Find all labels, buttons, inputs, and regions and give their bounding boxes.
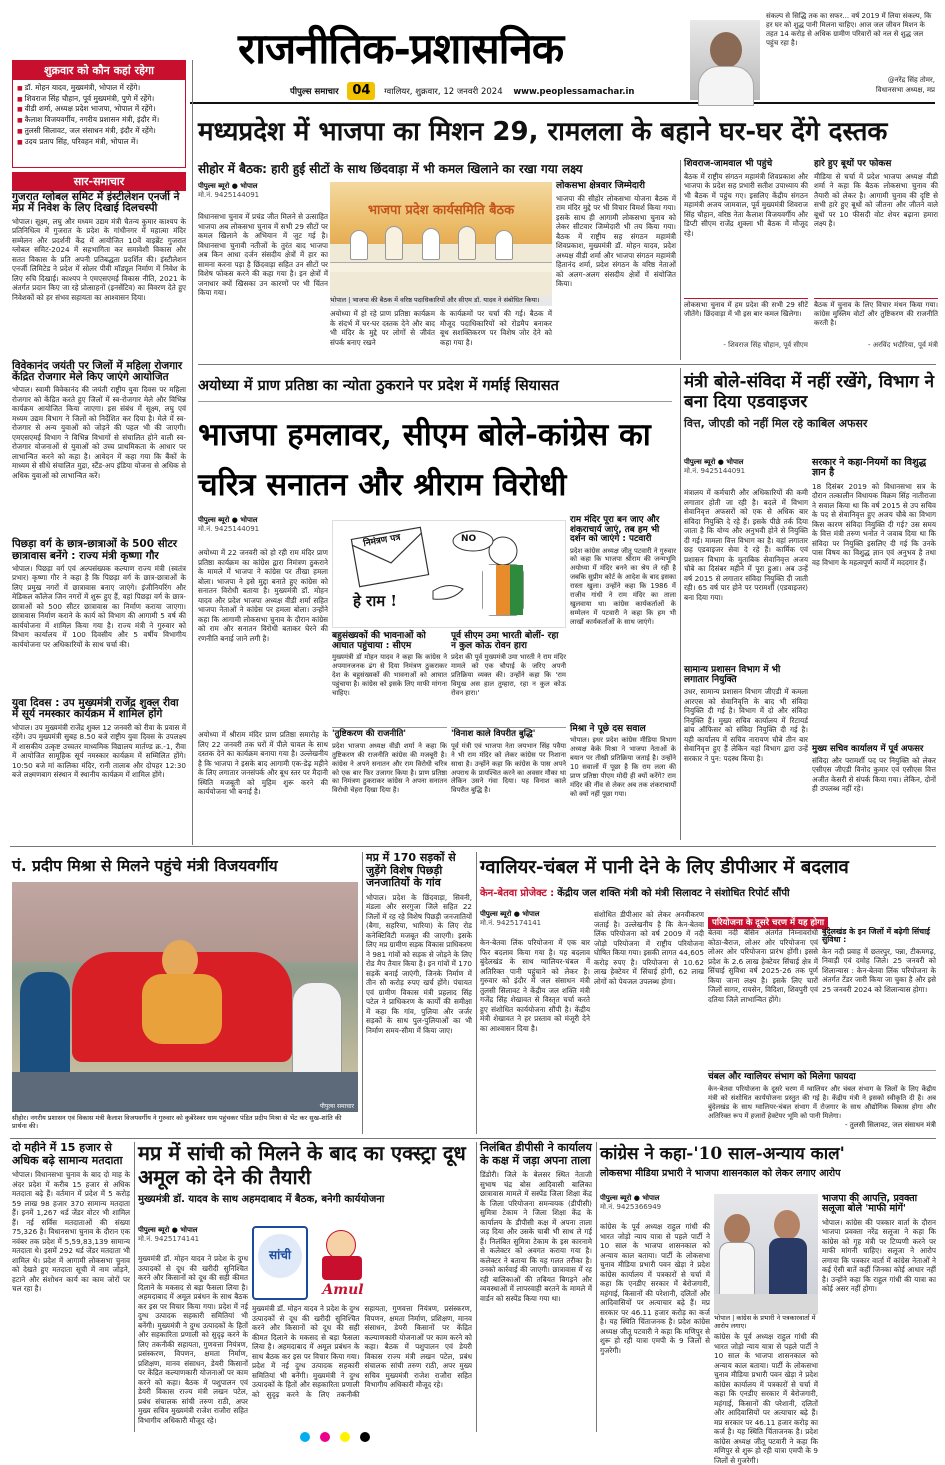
ken-headline: ग्वालियर-चंबल में पानी देने के लिए डीपीआर में बदलाव bbox=[480, 857, 849, 878]
side-body: मुख्यमंत्री डॉ मोहन यादव ने कहा कि कांग्रेस ने अपमानजनक ढंग से दिया निमंत्रण ठुकराकर देश के बहुसंख्यकों की भावनाओं को आघात पहुंचाया है। कांग्रेस को इसके लिए माफी मांगना चाहिए। bbox=[332, 653, 447, 698]
samvida-byline-block bbox=[684, 458, 794, 486]
chambal-body: केन-बेतवा परियोजना के दूसरे चरण में ग्वालियर और चंबल संभाग के जिलों के लिए केंद्रीय मंत्री को संशोधित कार्ययोजना प्रस्तुत की गई है। केंद्रीय मंत्री ने इसको स्वीकृति दी है। अब बुंदेलखंड के साथ ग्वालियर-चंबल संभाग में रोजगार के साथ औद्योगिक विकास होगा और अतिरिक्त रूप में हजारों हेक्टेयर भूमि को पानी मिलेगा। bbox=[708, 1084, 936, 1120]
tomar-photo bbox=[690, 20, 760, 100]
roads-headline: मप्र में 170 सड़कों से जुड़ेंगे विशेष पिछड़ी जनजातियों के गांव bbox=[366, 851, 456, 890]
amul-logo bbox=[312, 1226, 374, 1300]
lead-col-3 bbox=[440, 309, 552, 357]
mishra-photo bbox=[12, 882, 358, 1112]
quote-box bbox=[690, 10, 935, 100]
chambal-attribution: - तुलसी सिलावट, जल संसाधन मंत्री bbox=[845, 1120, 936, 1129]
section-rule bbox=[10, 1138, 936, 1139]
congress-col-1 bbox=[600, 1222, 710, 1432]
column-rule bbox=[362, 852, 363, 1134]
ayodhya-kicker-block bbox=[198, 372, 672, 402]
column-rule bbox=[192, 60, 193, 845]
patwari-side-story bbox=[570, 516, 676, 840]
chambal-box bbox=[708, 1070, 936, 1134]
ken-col-2 bbox=[594, 910, 704, 1134]
lead-sidehead: लोकसभा क्षेत्रवार जिम्मेदारी bbox=[556, 181, 645, 191]
ken-body: केन-बेतवा लिंक परियोजना में एक बार फिर बदलाव किया गया है। यह बदलाव बुंदेलखंड के साथ ग्वालियर-चंबल में अतिरिक्त पानी पहुंचाने को लेकर है। गुरुवार को इंदौर में जल संसाधन मंत्री तुलसी सिलावट ने केंद्रीय जल शक्ति मंत्री गजेंद्र सिंह शेखावत से विस्तृत चर्चा करते हुए संशोधित कार्ययोजना सौंपी है। केंद्रीय मंत्री शेखावत ने हर प्रस्ताव को मंजूरी देने का आश्वासन दिया है। bbox=[480, 938, 590, 1033]
samvida-sub3: मुख्य सचिव कार्यालय में पूर्व अफसर bbox=[812, 743, 924, 754]
schedule-box bbox=[12, 60, 186, 168]
side-body: प्रदेश की पूर्व मुख्यमंत्री उमा भारती ने राम मंदिर मामले को एक चौपाई के जरिए अपनी प्रतिक्रिया व्यक्त की। उन्होंने कहा कि 'राम विमुख अस हाल तुम्हारा, रहा न कुल कोऊ रोवन हारा।' bbox=[451, 653, 566, 698]
ayodhya-body: अयोध्या में श्रीराम मंदिर प्राण प्रतिष्ठा समारोह के लिए 22 जनवरी तक घरों में पीले चावल के साथ दस्तक देने का कार्यक्रम बनाया गया है। उल्लेखनीय है कि भाजपा ने इसके बाद आगामी एक-डेढ़ महीने के लिए लगातार जनसंपर्क और बूथ स्तर पर मैदानी स्थिति मजबूती को मुहिम शुरू करने की कार्ययोजना भी बनाई है। bbox=[198, 730, 328, 796]
ken-subhead-block bbox=[480, 886, 936, 902]
ayodhya-headline: भाजपा हमलावर, सीएम बोले-कांग्रेस का चरित्र सनातन और श्रीराम विरोधी bbox=[198, 417, 651, 503]
saluja-heading: भाजपा की आपत्ति, प्रवक्ता सलूजा बोले 'माफी मांगें' bbox=[822, 1193, 918, 1215]
box-heading: हारे हुए बूथों पर फोकस bbox=[814, 159, 892, 169]
ayodhya-mobile: मो.नं. 9425144091 bbox=[198, 525, 260, 533]
ken-body: संशोधित डीपीआर को लेकर अनवीकरण जताई है। उल्लेखनीय है कि केन-बेतवा लिंक परियोजना को वर्ष 2009 में नदी जोड़ो परियोजना में राष्ट्रीय परियोजना घोषित किया गया। इसकी लागत 44,605 करोड़ रुपए है। परियोजना से 10.62 लाख हेक्टेयर में सिंचाई होगी, 62 लाख लोगों को पेयजल उपलब्ध होगा। bbox=[594, 910, 704, 986]
dpc-headline: निलंबित डीपीसी ने कार्यालय के कक्ष में जड़ा अपना ताला bbox=[480, 1141, 592, 1167]
news-brief-heading: सार-समाचार bbox=[12, 172, 186, 191]
brief-body: भोपाल। स्वामी विवेकानंद की जयंती राष्ट्रीय युवा दिवस पर महिला रोजगार को केंद्रित करते हुए जिलों में स्व-रोजगार मेले और विभिन्न कार्यक्रम आयोजित किया जाएगा। इस संबंध में सूक्ष्म, लघु एवं मध्यम उद्यम विभाग ने जिलों को निर्देशित कर दिया है। मेले में स्व-रोजगार से अन्य युवाओं को जोड़ने की पहल भी की जाएगी। एमएसएमई विभाग ने विभिन्न विभागों से संचालित होने वाली स्व-रोजगार योजनाओं से युवाओं को उच्च प्राथमिकता के आधार पर लाभान्वित करने को कहा है। आवेदन में कहा गया कि बैंकों के माध्यम से सीधे संचालित मुद्रा, स्टैंड-अप इंडिया योजना से अधिक से अधिक युवाओं को लाभान्वित करें। bbox=[12, 385, 186, 480]
lead-headline: मध्यप्रदेश में भाजपा का मिशन 29, रामलला के बहाने घर-घर देंगे दस्तक bbox=[198, 117, 888, 147]
paper-name: पीपुल्स समाचार bbox=[290, 87, 339, 97]
congress-mobile: मो.नं. 9425366949 bbox=[600, 1203, 662, 1211]
shivraj-box bbox=[684, 160, 808, 300]
ken-mobile: मो.नं. 9425174141 bbox=[480, 919, 542, 927]
website-link[interactable]: www.peoplessamachar.in bbox=[513, 87, 635, 97]
chambal-heading: चंबल और ग्वालियर संभाग को मिलेगा फायदा bbox=[708, 1072, 856, 1082]
side-headline: बहुसंख्यकों की भावनाओं को आघात पहुंचाया : सीएम bbox=[332, 631, 426, 651]
samvida-headline: मंत्री बोले-संविदा में नहीं रखेंगे, विभाग ने बना दिया एडवाइजर bbox=[684, 372, 935, 413]
lead-byline: पीपुल्स ब्यूरो ● भोपाल bbox=[198, 182, 258, 190]
ayodhya-body: अयोध्या में 22 जनवरी को हो रही राम मंदिर प्राण प्रतिष्ठा कार्यक्रम का कांग्रेस द्वारा निमंत्रण ठुकराने के मामले में भाजपा ने कांग्रेस पर तीखा हमला बोला। भाजपा ने इसे मुद्दा बनाते हुए कांग्रेस को सनातन विरोधी बताया है। मुख्यमंत्री डॉ. मोहन यादव और प्रदेश भाजपा अध्यक्ष वीडी शर्मा सहित भाजपा नेताओं ने कांग्रेस पर हमला बोला। उन्होंने कहा कि आगामी लोकसभा चुनाव के दौरान कांग्रेस को राम और सनातन विरोधी बताकर घेरने की रणनीति बनाई जाने लगी है। bbox=[198, 548, 328, 643]
brief-body: भोपाल। पिछड़ा वर्ग एवं अल्पसंख्यक कल्याण राज्य मंत्री (स्वतंत्र प्रभार) कृष्णा गौर ने कहा है कि पिछड़ा वर्ग के छात्र-छात्राओं के लिए प्रमुख नगरों में छात्रावास बनाए जाएंगे। इंजीनियरिंग और मेडिकल कॉलेज जिन नगरों में शुरू हुए हैं, वहां पिछड़ा वर्ग के छात्र-छात्राओं को 500 सीटर छात्रावास का निर्माण कराया जाएगा। छात्रावास निर्माण कराने के कार्य को विभाग की आगामी 5 वर्ष की कार्ययोजना में शामिल किया गया है। राज्य मंत्री ने गुरुवार को विभाग कार्यालय में 100 दिवसीय और 5 वर्षीय विभागीय कार्ययोजना पर अधिकारियों के साथ चर्चा की। bbox=[12, 563, 186, 649]
samvida-body: संविदा और परामर्शी पद पर नियुक्ति को लेकर एसीएस जीएडी विनोद कुमार एवं एसीएस वित्त अजीत केसरी से संपर्क किया गया। लेकिन, दोनों ही उपलब्ध नहीं रहे। bbox=[812, 755, 936, 794]
saluja-body: भोपाल। कांग्रेस की पत्रकार वार्ता के दौरान भाजपा प्रवक्ता नरेंद्र सलूजा ने कहा कि कांग्रेस को गृह मंत्री पर टिप्पणी करने पर माफी मांगनी चाहिए। सलूजा ने आरोप लगाया कि पत्रकार वार्ता में कांग्रेस नेताओं ने कई ऐसी बातें कहीं जिनका कोई आधार नहीं है। उन्होंने कहा कि राहुल गांधी की यात्रा का कोई असर नहीं होगा। bbox=[822, 1217, 936, 1293]
lead-subhead-block bbox=[198, 158, 676, 180]
schedule-item: ■ शिवराज सिंह चौहान, पूर्व मुख्यमंत्री, पुणे में रहेंगे। bbox=[17, 94, 181, 105]
saluja-box bbox=[822, 1194, 936, 1432]
column-rule bbox=[596, 1142, 597, 1432]
ayodhya-headline-block bbox=[198, 410, 672, 516]
amul-mobile: मो.नं. 9425174141 bbox=[138, 1235, 200, 1243]
ken-body: केन नदी प्रवाह में छतरपुर, पन्ना, टीकमगढ़, निवाड़ी एवं दमोह जिले। 25 जनवरी को शिलान्यास : केन-बेतवा लिंक परियोजना के अंतर्गत टेंडर जारी किया जा चुका है और इसे 25 जनवरी 2024 को शिलान्यास होगा। bbox=[822, 946, 936, 994]
schedule-item: ■ तुलसी सिलावट, जल संसाधन मंत्री, इंदौर में रहेंगे। bbox=[17, 126, 181, 137]
lead-mobile: मो.नं. 9425144091 bbox=[198, 191, 260, 199]
ken-col-1 bbox=[480, 938, 590, 1134]
lead-body: विधानसभा चुनाव में प्रचंड जीत मिलने से उत्साहित भाजपा अब लोकसभा चुनाव में सभी 29 सीटों पर कमल खिलाने के अभियान में जुट गई है। विधानसभा चुनावी नतीजों के तुरंत बाद भाजपा अब किन आधा दर्जन संसदीय क्षेत्रों में हार का सामना करना पड़ा है छिंदवाड़ा सहित उन सीटों पर विशेष फोकस करने की कहा गया है। इन क्षेत्रों में जनाधार क्यों खिसका उन कारणों पर भी चिंतन किया गया। bbox=[198, 212, 328, 297]
ken-byline-block bbox=[480, 910, 590, 936]
lead-body: भाजपा की सीहोर लोकसभा योजना बैठक में राम मंदिर मुद्दे पर भी विचार विमर्श किया गया। इसके साथ ही आगामी लोकसभा चुनाव को लेकर सीटवार जिम्मेदारी भी तय किया गया। बैठक में राष्ट्रीय सह संगठन महामंत्री शिवप्रकाश, मुख्यमंत्री डॉ. मोहन यादव, प्रदेश अध्यक्ष वीडी शर्मा और भाजपा संगठन महामंत्री हितानंद शर्मा, प्रदेश संगठन के वरिष्ठ नेताओं को अलग-अलग संसदीय क्षेत्रों में संयोजित किया। bbox=[556, 193, 676, 289]
amul-headline: मप्र में सांची को मिलने के बाद का एक्स्ट्रा दूध अमूल को देने की तैयारी bbox=[138, 1141, 466, 1189]
samvida-body: मंत्रालय में कर्मचारी और अधिकारियों की कमी लगातार होती जा रही है। बदले में विभाग सेवानिवृत्त अफसरों को एक से अधिक बार संविदा नियुक्ति दे रहे हैं। इसके पीछे तर्क दिया जाता है कि योग्य और अनुभवी होने से नियुक्ति दी गई। मामला वित्त विभाग का है। वहां लगातार छह एडवाइजर सेवा दे रहे हैं। कार्मिक एवं प्रशासन विभाग के मुताबिक सेवानिवृत्त अजय चौबे का दिसंबर महीने में पूरा हुआ। अब उन्हें वर्ष 2015 से लगातार संविदा नियुक्ति दी जाती रही। 65 वर्ष पार होने पर परामर्शी (एडवाइजर) बना दिया गया। bbox=[684, 488, 808, 602]
schedule-item: ■ वीडी शर्मा, अध्यक्ष प्रदेश भाजपा, भोपाल में रहेंगे। bbox=[17, 104, 181, 115]
ken-phase-head bbox=[708, 910, 936, 926]
congress-byline-block bbox=[600, 1194, 710, 1220]
masthead-title-block bbox=[238, 24, 604, 82]
amul-byline-block bbox=[138, 1226, 248, 1252]
congress-col-2 bbox=[714, 1332, 818, 1465]
ayodhya-kicker: अयोध्या में प्राण प्रतिष्ठा का न्योता ठुकराने पर प्रदेश में गर्माई सियासत bbox=[198, 378, 559, 394]
cartoon bbox=[332, 520, 566, 628]
column-rule bbox=[134, 1142, 135, 1432]
amul-col-1 bbox=[138, 1254, 248, 1432]
amul-col-2 bbox=[252, 1304, 472, 1432]
samvida-col-2 bbox=[812, 458, 936, 840]
ken-kicker: केन-बेतवा प्रोजेक्ट : bbox=[480, 888, 555, 899]
brief-headline: विवेकानंद जयंती पर जिलों में महिला रोजगार केंद्रित रोजगार मेले किए जाएंगे आयोजित bbox=[12, 359, 183, 383]
photo-credit: पीपुल्स समाचार bbox=[319, 1103, 354, 1110]
side-body: भोपाल। इधर प्रदेश कांग्रेस मीडिया विभाग अध्यक्ष केके मिश्रा ने भाजपा नेताओं के बयान पर तीखी प्रतिक्रिया जताई है। उन्होंने 10 सवालों में पूछा है कि राम लला की प्राण प्रतिष्ठा पीएम मोदी ही क्यों करेंगे? राम मंदिर की नींव से लेकर अब तक शंकराचार्यों को क्यों नहीं पूछा गया। bbox=[570, 736, 676, 799]
amul-body: मुख्यमंत्री डॉ. मोहन यादव ने प्रदेश के दुग्ध उत्पादकों से दूध की खरीदी सुनिश्चित करने और किसानों को दूध की सही कीमत दिलाने के मकसद से बड़ा फैसला लिया है। अहमदाबाद में अमूल प्रबंधन के साथ बैठक कर इस पर विचार किया गया। प्रदेश में नई दुग्ध उत्पादक सहकारी समितियां भी बनेंगी। मुख्यमंत्री ने दुग्ध उत्पादकों के हितों और सहकारिता प्रणाली को सुदृढ़ करने के लिए तकनीकी सहायता, गुणवत्ता नियंत्रण, प्रसंस्करण, विपणन, क्षमता निर्माण, प्रशिक्षण, मानव संसाधन, डेयरी किसानों पर केंद्रित कल्याणकारी योजनाओं पर काम करने को कहा। बैठक में पशुपालन एवं डेयरी विकास राज्य मंत्री लखन पटेल, प्रबंध संचालक सांची तरुण राठी, अपर मुख्य सचिव मुख्यमंत्री राजेश राजौरा सहित विभागीय अधिकारी मौजूद रहे। bbox=[252, 1304, 472, 1399]
masthead-rule bbox=[190, 102, 935, 104]
schedule-heading: शुक्रवार को कौन कहां रहेगा bbox=[13, 61, 185, 80]
uma-side-story bbox=[451, 632, 566, 840]
dpc-body: डिंडोरी। जिले के बेलसर स्थित नेताजी सुभाष चंद्र बोस आदिवासी बालिका छात्रावास मामले में सस्पेंड जिला शिक्षा केंद्र के जिला परियोजना समन्वयक (डीपीसी) सुमित्रा टेकाम ने जिला शिक्षा केंद्र के कार्यालय के डीपीसी कक्ष में अपना ताला जड़ दिया और उसके चाबी भी साथ ले गई हैं। निलंबित सुमित्रा टेकाम के इस कारनामे से कलेक्टर को अवगत कराया गया है। कलेक्टर ने बताया कि यह गलत तरीका है। उनको कार्रवाई की जाएगी। छात्रावास में रह रही बालिकाओं की तबियत बिगड़ने और व्यवस्थाओं में लापरवाही बरतने के मामले में वार्डन को सस्पेंड किया गया था। bbox=[480, 1170, 592, 1303]
column-rule bbox=[476, 852, 477, 1134]
ken-col-3 bbox=[708, 928, 818, 1068]
schedule-item: ■ कैलाश विजयवर्गीय, नगरीय प्रशासन मंत्री, इंदौर में। bbox=[17, 115, 181, 126]
brief-headline: पिछड़ा वर्ग के छात्र-छात्राओं के 500 सीटर छात्रावास बनेंगे : राज्य मंत्री कृष्णा गौर bbox=[12, 538, 178, 562]
voters-body: भोपाल। विधानसभा चुनाव के बाद दो माह के अंदर प्रदेश में करीब 15 हजार से अधिक मतदाता बढ़े हैं। वर्तमान में प्रदेश में 5 करोड़ 59 लाख 98 हजार 370 सामान्य मतदाता हैं। इनमें 1,267 थर्ड जेंडर वोटर भी शामिल हैं। नई सर्विस मतदाताओं की संख्या 75,326 है। विधानसभा चुनाव के दौरान एक नवंबर तक प्रदेश में 5,59,83,139 सामान्य मतदाता थे। इसमें 292 थर्ड जेंडर मतदाता भी शामिल थे। प्रदेश में आगामी लोकसभा चुनाव को देखते हुए मतदाता सूची में नाम जोड़ने, हटाने और संशोधन कार्य का काम जोरों पर चल रहा है। bbox=[12, 1170, 130, 1294]
brief-body: भोपाल। सूक्ष्म, लघु और मध्यम उद्यम मंत्री चैतन्य कुमार काश्यप के प्रतिनिधित्व में गुजरात के प्रदेश के गांधीनगर में महात्मा मंदिर सम्मेलन और प्रदर्शनी केंद्र में आयोजित 10वें वाइब्रेंट गुजरात ग्लोबल समिट-2024 में सहभागिता कर समावेशी विकास और सतत विकास के प्रति अपनी प्रतिबद्धता प्रदर्शित की। इंस्टीलेशन एनर्जी लिमिटेड ने प्रदेश में सोलर पीवी मॉड्यूल निर्माण में निवेश के लिए रुचि दिखाई। काश्यप ने एमएसएमई विकास नीति, 2021 के अंतर्गत प्रदान किए जा रहे प्रोत्साहनों (इनसेंटिव) का विवरण देते हुए निवेशकों को हर संभव सहायता का आश्वासन दिया। bbox=[12, 216, 186, 302]
shivraj-quote bbox=[684, 298, 808, 360]
lead-headline-block bbox=[198, 110, 936, 154]
side-body: प्रदेश भाजपा अध्यक्ष वीडी शर्मा ने कहा कि तुष्टिकरण की राजनीति कांग्रेस की मजबूरी है। कांग्रेस ने अपने सनातन और राम विरोधी चरित्र को एक बार फिर उजागर किया है। प्राण प्रतिष्ठा का निमंत्रण ठुकराकर कांग्रेस ने अपना सनातन विरोधी चेहरा दिखा दिया है। bbox=[332, 741, 447, 795]
quote-author: @नरेंद्र सिंह तोमर, bbox=[887, 76, 935, 84]
quote-attribution: - शिवराज सिंह चौहान, पूर्व सीएम bbox=[723, 341, 808, 349]
lead-body: अयोध्या में हो रहे प्राण प्रतिष्ठा कार्यक्रम के संदर्भ में घर-घर दस्तक देने और बाद भी मंदिर के मुद्दे पर लोगों से जीवंत संपर्क बनाए रखने bbox=[330, 309, 435, 347]
samvida-byline: पीपुल्स ब्यूरो ● भोपाल bbox=[684, 458, 744, 466]
side-headline: राम मंदिर पूरा बन जाए और शंकराचार्य जाएं, तब हम भी दर्शन को जाएंगे : पटवारी bbox=[570, 515, 660, 544]
voters-story bbox=[12, 1142, 130, 1432]
brief-headline: युवा दिवस : उप मुख्यमंत्री राजेंद्र शुक्ल रीवा में सूर्य नमस्कार कार्यक्रम में शामिल होंगे bbox=[12, 696, 179, 721]
bhadauria-quote bbox=[814, 298, 938, 360]
schedule-item: ■ उदय प्रताप सिंह, परिवहन मंत्री, भोपाल में। bbox=[17, 137, 181, 148]
mishra-headline-block bbox=[12, 852, 354, 880]
amul-headline-block bbox=[138, 1142, 472, 1212]
cm-side-story bbox=[332, 632, 447, 840]
quote-author-title: विधानसभा अध्यक्ष, मप्र bbox=[875, 86, 935, 94]
box-body: बैठक में राष्ट्रीय संगठन महामंत्री शिवप्रकाश और भाजपा के प्रदेश सह प्रभारी सतीश उपाध्याय की भी बैठक में पहुंच गए। इसलिए केंद्रीय संगठन महामंत्री अजय जामवाल, पूर्व मुख्यमंत्री शिवराज सिंह चौहान, वरिष्ठ नेता कैलाश विजयवर्गीय और डिप्टी सीएम राजेंद्र शुक्ला भी बैठक में मौजूद रहे। bbox=[684, 171, 808, 238]
registration-mark bbox=[320, 1432, 330, 1442]
page-number: 04 bbox=[347, 82, 375, 100]
box-heading: शिवराज-जामवाल भी पहुंचे bbox=[684, 159, 773, 169]
quote-text: संकल्प से सिद्धि तक का सफर... वर्ष 2019 में लिया संकल्प, कि हर घर को शुद्ध पानी मिलना चाहिए। आज जल जीवन मिशन के तहत 14 करोड़ से अधिक ग्रामीण परिवारों को नल से शुद्ध जल पहुंच रहा है। bbox=[766, 12, 932, 48]
congress-photo bbox=[714, 1194, 818, 1314]
side-body: पूर्व मंत्री एवं भाजपा नेता जयभान सिंह पवैया ने भी राम मंदिर को लेकर कांग्रेस पर निशाना साधा है। उन्होंने कहा कि कांग्रेस के पास अपने अपराध के प्रायश्चित करने का अवसर मौका था लेकिन उसने गंवा दिया। यह विनाश काले विपरीत बुद्धि है। bbox=[451, 741, 566, 795]
quote-body: लोकसभा चुनाव में हम प्रदेश की सभी 29 सीटें जीतेंगे। छिंदवाड़ा में भी इस बार कमल खिलेगा। bbox=[684, 301, 808, 319]
column-rule bbox=[476, 1142, 477, 1432]
samvida-body: 18 दिसंबर 2019 को विधानसभा सत्र के दौरान तत्कालीन विधायक विक्रम सिंह नातीराजा ने सवाल किया था कि वर्ष 2015 से उप सचिव के पद से सेवानिवृत्त हुए अजय चौबे का विभाग किस कारण संविदा नियुक्ति दी गई? उस समय के वित्त मंत्री तरुण भनोत ने जवाब दिया था कि संविदा पर नियुक्ति इसलिए दी गई कि उनके पास विषय का विशुद्ध ज्ञान एवं अनुभव है तथा वह विभाग के महत्वपूर्ण कार्यों में मददगार हैं। bbox=[812, 481, 936, 567]
amul-subhead: मुख्यमंत्री डॉ. यादव के साथ अहमदाबाद में बैठक, बनेगी कार्ययोजना bbox=[138, 1194, 385, 1206]
congress-body: कांग्रेस के पूर्व अध्यक्ष राहुल गांधी की भारत जोड़ो न्याय यात्रा से पहले पार्टी ने 10 साल के भाजपा शासनकाल को अन्याय काल बताया। पार्टी के लोकसभा चुनाव मीडिया प्रभारी पवन खेड़ा ने प्रदेश कांग्रेस कार्यालय में पत्रकारों से चर्चा में कहा कि एनडीए सरकार में बेरोजगारी, महंगाई, किसानों की परेशानी, दलितों और आदिवासियों पर अत्याचार बढ़े हैं। मप्र सरकार पर 46.11 हजार करोड़ का कर्ज है। यह स्थिति चिंताजनक है। प्रदेश कांग्रेस अध्यक्ष जीतू पटवारी ने कहा कि मणिपुर से शुरू हो रही यात्रा एमपी के 9 जिलों से गुजरेगी। bbox=[600, 1222, 710, 1355]
registration-mark bbox=[340, 1432, 350, 1442]
registration-mark bbox=[300, 1432, 310, 1442]
bjp-meeting-photo bbox=[330, 182, 552, 306]
dpc-story bbox=[480, 1142, 592, 1432]
registration-mark bbox=[360, 1432, 370, 1442]
quote-body: बैठक में चुनाव के लिए विचार मंथन किया गया। कांग्रेस मुस्लिम वोटों और तुष्टिकरण की राजनीति करती है। bbox=[814, 301, 938, 328]
lead-col-2 bbox=[330, 309, 435, 357]
brief-body: भोपाल। उप मुख्यमंत्री राजेंद्र शुक्ल 12 जनवरी को रीवा के प्रवास में रहेंगे। उप मुख्यमंत्री सुबह 8.50 बजे राष्ट्रीय युवा दिवस के उपलक्ष्य में शासकीय उत्कृष्ट उच्चतर माध्यमिक विद्यालय मार्तण्ड क्र.-1, रीवा में आयोजित सामूहिक सूर्य नमस्कार कार्यक्रम में सम्मिलित होंगे। 10:50 बजे मां कालिका मंदिर, रानी तालाब और दोपहर 12:30 बजे लक्ष्मणबाग संस्थान में स्थानीय कार्यक्रम में शामिल होंगे। bbox=[12, 722, 186, 780]
ken-headline-block bbox=[480, 852, 936, 884]
left-briefs bbox=[12, 192, 186, 842]
quote-attribution: - अरविंद भदौरिया, पूर्व मंत्री bbox=[867, 341, 938, 349]
mishra-headline: पं. प्रदीप मिश्रा से मिलने पहुंचे मंत्री विजयवर्गीय bbox=[12, 857, 278, 875]
congress-body: कांग्रेस के पूर्व अध्यक्ष राहुल गांधी की भारत जोड़ो न्याय यात्रा से पहले पार्टी ने 10 साल के भाजपा शासनकाल को अन्याय काल बताया। पार्टी के लोकसभा चुनाव मीडिया प्रभारी पवन खेड़ा ने प्रदेश कांग्रेस कार्यालय में पत्रकारों से चर्चा में कहा कि एनडीए सरकार में बेरोजगारी, महंगाई, किसानों की परेशानी, दलितों और आदिवासियों पर अत्याचार बढ़े हैं। मप्र सरकार पर 46.11 हजार करोड़ का कर्ज है। यह स्थिति चिंताजनक है। प्रदेश कांग्रेस अध्यक्ष जीतू पटवारी ने कहा कि मणिपुर से शुरू हो रही यात्रा एमपी के 9 जिलों से गुजरेगी। bbox=[714, 1332, 818, 1465]
news-brief-header bbox=[12, 172, 186, 190]
ken-byline: पीपुल्स ब्यूरो ● भोपाल bbox=[480, 910, 540, 918]
congress-byline: पीपुल्स ब्यूरो ● भोपाल bbox=[600, 1194, 660, 1202]
section-title: राजनीतिक-प्रशासनिक bbox=[238, 24, 564, 73]
brief-headline: गुजरात ग्लोबल समिट में इंस्टीलेशन एनर्जी ने मप्र में निवेश के लिए दिखाई दिलचस्पी bbox=[12, 191, 180, 215]
congress-headline: कांग्रेस ने कहा-'10 साल-अन्याय काल' bbox=[600, 1144, 845, 1164]
amul-text: Amul bbox=[322, 1282, 364, 1298]
side-headline: 'विनाश काले विपरीत बुद्धि' bbox=[451, 727, 566, 739]
roads-story bbox=[366, 852, 472, 1134]
ayodhya-byline-block bbox=[198, 516, 308, 546]
schedule-item: ■ डॉ. मोहन यादव, मुख्यमंत्री, भोपाल में रहेंगे। bbox=[17, 83, 181, 94]
side-headline: पूर्व सीएम उमा भारती बोलीं- रहा न कुल कोऊ रोवन हारा bbox=[451, 631, 559, 651]
ayodhya-col-1 bbox=[198, 548, 328, 838]
congress-headline-block bbox=[600, 1142, 936, 1188]
congress-photo-caption: भोपाल | कांग्रेस के प्रभारी ने पत्रकारवार्ता में आरोप लगाए। bbox=[714, 1314, 818, 1330]
samvida-body: उधर, सामान्य प्रशासन विभाग जीएडी में कमला आरएस को सेवानिवृत्ति के बाद भी संविदा नियुक्ति दी गई है। विभाग में दो और संविदा नियुक्ति हैं। मुख्य सचिव कार्यालय में रिटायर्ड ब्रांच ऑफिसर को संविदा नियुक्ति दी गई है। यही कार्यालय में सचिव नारायण चौबे तीन बार सेवानिवृत्त हुए हैं लेकिन यहां विभाग द्वारा उन्हें सरकार ने पुन: पदस्थ किया है। bbox=[684, 687, 808, 763]
side-body: प्रदेश कांग्रेस अध्यक्ष जीतू पटवारी ने गुरुवार को कहा कि भाजपा श्रीराम की जन्मभूमि अयोध्या में मंदिर बनने का श्रेय ले रही है जबकि सुप्रीम कोर्ट के आदेश के बाद इसका रास्ता खुला। उन्होंने कहा कि 1986 में राजीव गांधी ने राम मंदिर का ताला खुलवाया था। कांग्रेस कार्यकर्ताओं के सम्मेलन में पटवारी ने कहा कि हम भी लाखों कार्यकर्ताओं के साथ जाएंगे। bbox=[570, 546, 676, 627]
cartoon-speech: हे राम ! bbox=[353, 592, 397, 610]
ken-box-heading: बुंदेलखंड के इन जिलों में बढ़ेगी सिंचाई सुविधा : bbox=[822, 927, 930, 945]
lead-col-4 bbox=[556, 182, 676, 358]
box-body: मीडिया से चर्चा में प्रदेश भाजपा अध्यक्ष वीडी शर्मा ने कहा कि बैठक लोकसभा चुनाव की तैयारी को लेकर है। आगामी चुनाव की दृष्टि से सभी हारे हुए बूथों को जीतना और जीतने वाले बूथों पर 10 फीसदी वोट शेयर बढ़ाना हमारा लक्ष्य है। bbox=[814, 171, 938, 229]
samvida-sub2: सामान्य प्रशासन विभाग में भी लगातार नियुक्ति bbox=[684, 665, 781, 685]
column-rule bbox=[680, 368, 681, 840]
ken-body: बेतवा नदी बेसिन अंतर्गत निम्नावरोधी कोठा-बैराज, लोअर ओर परियोजना एवं लोअर ओर परियोजना प्रारंभ होंगी। इससे प्रदेश के 2.6 लाख हेक्टेयर सिंचाई क्षेत्र में सिंचाई सुविधा वर्ष 2025-26 तक पूर्ण किया जाना लक्ष्य है। इसके लिए चारों जिलों सागर, रायसेन, विदिशा, शिवपुरी एवं दतिया जिले लाभान्वित होंगे। bbox=[708, 928, 818, 1004]
cartoon-sign: NO bbox=[461, 534, 477, 544]
ken-sub2: परियोजना के दूसरे चरण में यह होगा bbox=[708, 917, 828, 929]
ayodhya-byline: पीपुल्स ब्यूरो ● भोपाल bbox=[198, 516, 258, 524]
side-headline: मिश्रा ने पूछे दस सवाल bbox=[570, 723, 646, 734]
column-rule bbox=[680, 160, 681, 360]
dateline: ग्वालियर, शुक्रवार, 12 जनवरी 2024 bbox=[384, 87, 503, 97]
dateline-bar bbox=[290, 82, 680, 100]
lead-body: के कार्यक्रमों पर चर्चा की गई। बैठक में मौजूद पदाधिकारियों को रोडमैप बनाकर बूथ सशक्तिकरण पर विशेष जोर देने को कहा गया है। bbox=[440, 309, 552, 347]
samvida-headline-block bbox=[684, 372, 936, 450]
section-rule bbox=[198, 364, 936, 365]
congress-subhead: लोकसभा मीडिया प्रभारी ने भाजपा शासनकाल को लेकर लगाए आरोप bbox=[600, 1168, 841, 1179]
roads-body: भोपाल। प्रदेश के छिंदवाड़ा, सिवनी, मंडला और सरगुजा जिले सहित 22 जिलों में रह रहे विशेष पिछड़ी जनजातियों (बैगा, सहरिया, भारिया) के लिए रोड कनेक्टिविटी मजबूत की जाएगी। इसके लिए मप्र ग्रामीण सड़क विकास प्राधिकरण ने 981 गांवों को सड़क से जोड़ने के लिए रोड मैप तैयार किया है। इन गांवों में 170 सड़कें बनाई जाएंगी, जिनके निर्माण में तीन सौ करोड़ रुपए खर्च होंगे। पंचायत एवं ग्रामीण विकास मंत्री प्रहलाद सिंह पटेल ने प्राधिकरण के कार्यों की समीक्षा में कहा कि गांव, पुलिया और जर्जर सड़कों के साथ पुल-पुलियाओं का भी निर्माण समय-सीमा में किया जाए। bbox=[366, 892, 473, 1035]
lead-subhead: सीहोर में बैठक: हारी हुई सीटों के साथ छिंदवाड़ा में भी कमल खिलाने का रखा गया लक्ष्य bbox=[198, 162, 583, 176]
samvida-subhead: वित्त, जीएडी को नहीं मिल रहे काबिल अफसर bbox=[684, 416, 868, 430]
booths-box bbox=[814, 160, 938, 300]
section-rule bbox=[10, 846, 936, 847]
amul-byline: पीपुल्स ब्यूरो ● भोपाल bbox=[138, 1226, 198, 1234]
sanchi-text: सांची bbox=[269, 1248, 291, 1262]
sanchi-logo bbox=[252, 1226, 308, 1300]
lead-photo-caption: भोपाल | भाजपा की बैठक में वरिष्ठ पदाधिकारियों और सीएम डॉ. यादव ने संबोधित किया। bbox=[330, 296, 552, 306]
samvida-box-heading: सरकार ने कहा-नियमों का विशुद्ध ज्ञान है bbox=[812, 457, 927, 479]
schedule-list bbox=[13, 80, 185, 150]
amul-body: मुख्यमंत्री डॉ. मोहन यादव ने प्रदेश के दुग्ध उत्पादकों से दूध की खरीदी सुनिश्चित करने और किसानों को दूध की सही कीमत दिलाने के मकसद से बड़ा फैसला लिया है। अहमदाबाद में अमूल प्रबंधन के साथ बैठक कर इस पर विचार किया गया। प्रदेश में नई दुग्ध उत्पादक सहकारी समितियां भी बनेंगी। मुख्यमंत्री ने दुग्ध उत्पादकों के हितों और सहकारिता प्रणाली को सुदृढ़ करने के लिए तकनीकी सहायता, गुणवत्ता नियंत्रण, प्रसंस्करण, विपणन, क्षमता निर्माण, प्रशिक्षण, मानव संसाधन, डेयरी किसानों पर केंद्रित कल्याणकारी योजनाओं पर काम करने को कहा। बैठक में पशुपालन एवं डेयरी विकास राज्य मंत्री लखन पटेल, प्रबंध संचालक सांची तरुण राठी, अपर मुख्य सचिव मुख्यमंत्री राजेश राजौरा सहित विभागीय अधिकारी मौजूद रहे। bbox=[138, 1254, 248, 1425]
mishra-caption: सीहोर। नगरीय प्रशासन एवं विकास मंत्री कैलाश विजयवर्गीय ने गुरुवार को कुबेरेश्वर धाम पहुंचकर पंडित प्रदीप मिश्रा से भेंट कर सुख-शांति की प्रार्थना की। bbox=[12, 1114, 358, 1136]
lead-col-1 bbox=[198, 212, 328, 357]
ken-subhead: केंद्रीय जल शक्ति मंत्री को मंत्री सिलावट ने संशोधित रिपोर्ट सौंपी bbox=[557, 888, 790, 899]
samvida-mobile: मो.नं. 9425144091 bbox=[684, 467, 746, 475]
lead-byline-block bbox=[198, 182, 328, 210]
cartoon-envelope-label: निमंत्रण पत्र bbox=[362, 532, 402, 550]
side-headline: 'तुष्टिकरण की राजनीति' bbox=[332, 727, 447, 739]
photo-banner-text: भाजपा प्रदेश कार्यसमिति बैठक bbox=[367, 203, 515, 218]
samvida-col-1 bbox=[684, 488, 808, 840]
ken-col-4 bbox=[822, 928, 936, 1068]
voters-headline: दो महीने में 15 हजार से अधिक बढ़े सामान्य मतदाता bbox=[12, 1141, 123, 1167]
